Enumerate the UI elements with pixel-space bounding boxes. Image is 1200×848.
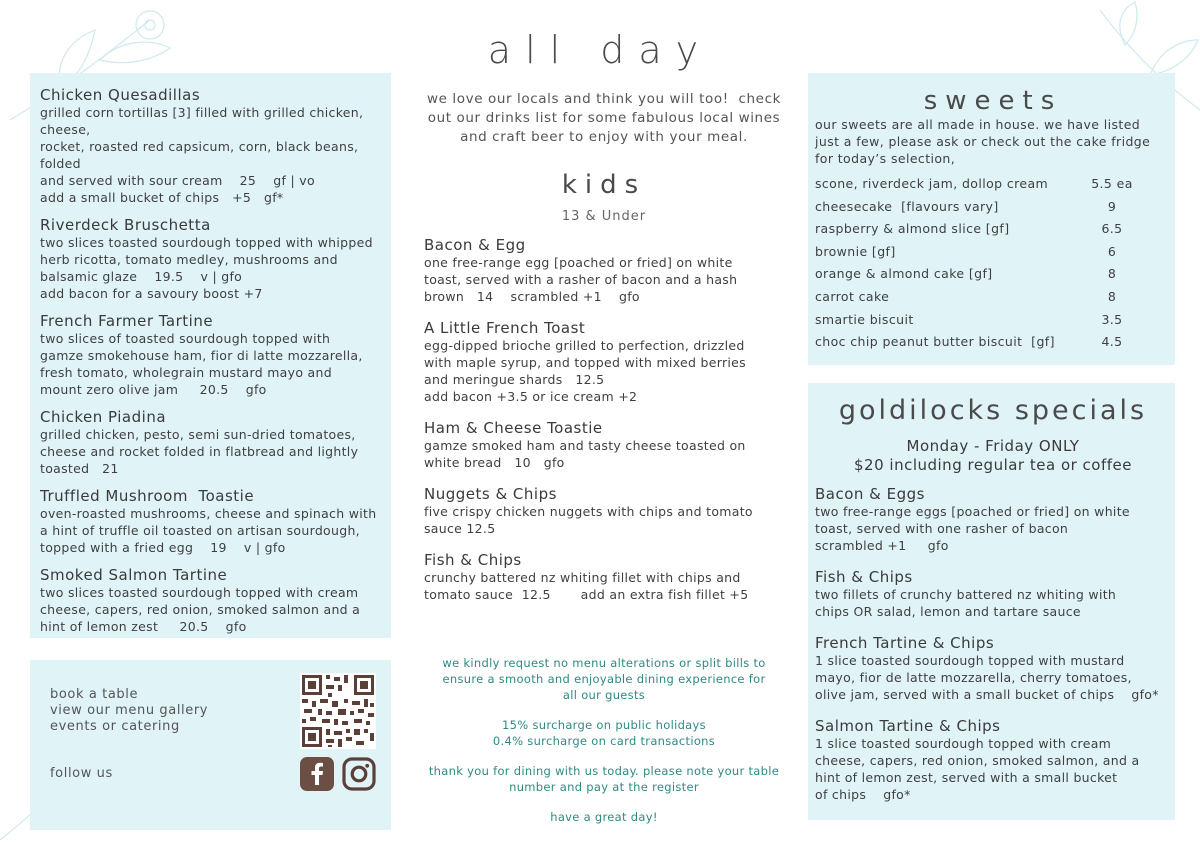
menu-item xyxy=(40,566,390,635)
kids-section-subtitle: 13 & Under xyxy=(561,209,647,224)
menu-item-name: Ham & Cheese Toastie xyxy=(424,419,603,437)
menu-item-name: Fish & Chips xyxy=(815,568,913,586)
intro-line: out our drinks list for some fabulous local wines xyxy=(427,110,781,126)
menu-item xyxy=(815,717,1160,803)
sweet-item xyxy=(815,198,1135,221)
menu-item-name: Chicken Quesadillas xyxy=(40,86,201,104)
intro-text xyxy=(418,90,790,147)
note-line: all our guests xyxy=(562,688,646,702)
sweet-price: 4.5 xyxy=(1101,334,1123,350)
sweet-price: 9 xyxy=(1107,198,1117,214)
intro-line: we love our locals and think you will too! check xyxy=(426,91,782,107)
menu-item-desc: two slices toasted sourdough topped with whipped xyxy=(40,235,373,250)
menu-item-name: Nuggets & Chips xyxy=(424,485,557,503)
follow-us-label: follow us xyxy=(50,766,113,781)
menu-item xyxy=(815,634,1160,703)
sweet-price: 5.5 ea xyxy=(1091,176,1133,191)
sweets-intro-line: our sweets are all made in house. we have listed xyxy=(815,117,1141,132)
menu-item-desc: oven-roasted mushrooms, cheese and spinach with xyxy=(40,506,377,521)
sweet-item xyxy=(815,265,1135,288)
menu-item-name: Fish & Chips xyxy=(424,551,522,569)
sweet-name: brownie [gf] xyxy=(815,243,896,259)
menu-item-desc: balsamic glaze 19.5 v | gfo xyxy=(40,269,243,284)
menu-item xyxy=(424,419,774,471)
menu-item-desc: hint of lemon zest, served with a small bucket xyxy=(815,770,1118,785)
menu-item-name: Smoked Salmon Tartine xyxy=(40,566,228,584)
menu-item-desc: olive jam, served with a small bucket of chips gfo* xyxy=(815,687,1159,702)
sweet-name: choc chip peanut butter biscuit [gf] xyxy=(815,334,1055,350)
menu-item-desc: mayo, fior de latte mozzarella, cherry tomatoes, xyxy=(815,670,1132,685)
sweets-title: sweets xyxy=(923,86,1063,116)
menu-item xyxy=(40,312,390,398)
menu-item xyxy=(424,485,774,537)
sweets-list xyxy=(815,175,1135,356)
menu-item-desc: chips OR salad, lemon and tartare sauce xyxy=(815,604,1081,619)
great-day-note xyxy=(418,809,790,825)
menu-item xyxy=(424,319,774,405)
menu-item xyxy=(815,568,1160,620)
menu-item-desc: scrambled +1 gfo xyxy=(815,538,949,553)
sweet-price: 6.5 xyxy=(1101,221,1123,237)
menu-item-desc: two slices of toasted sourdough topped with xyxy=(40,331,331,346)
sweet-price: 8 xyxy=(1107,266,1117,282)
kids-section-title: kids xyxy=(561,170,647,200)
sweet-price: 3.5 xyxy=(1101,311,1123,327)
menu-item xyxy=(40,216,390,302)
menu-item-name: French Tartine & Chips xyxy=(815,634,995,652)
sweet-price: 8 xyxy=(1107,288,1117,304)
goldilocks-title: goldilocks specials xyxy=(838,395,1148,426)
menu-item-desc: of chips gfo* xyxy=(815,787,911,802)
menu-item-desc: cheese, capers, red onion, smoked salmon and a xyxy=(40,602,361,617)
facebook-glyph xyxy=(300,757,334,791)
menu-item-name: Truffled Mushroom Toastie xyxy=(40,487,255,505)
menu-item-name: Chicken Piadina xyxy=(40,408,167,426)
menu-item-desc: rocket, roasted red capsicum, corn, black beans, folded xyxy=(40,139,359,171)
menu-item-desc: topped with a fried egg 19 v | gfo xyxy=(40,540,286,555)
menu-gallery-link[interactable]: view our menu gallery xyxy=(50,703,209,718)
note-line: ensure a smooth and enjoyable dining experience for xyxy=(442,672,766,686)
sweet-item xyxy=(815,220,1135,243)
menu-item-desc: brown 14 scrambled +1 gfo xyxy=(424,289,640,304)
sweets-intro-line: for today’s selection, xyxy=(815,151,956,166)
sweet-name: orange & almond cake [gf] xyxy=(815,266,993,282)
menu-item-desc: cheese, capers, red onion, smoked salmon, and a xyxy=(815,753,1140,768)
menu-item xyxy=(40,487,390,556)
facebook-icon[interactable] xyxy=(300,757,334,791)
policy-notes xyxy=(418,655,790,839)
no-alterations-note xyxy=(418,655,790,703)
menu-item-name: Bacon & Egg xyxy=(424,236,526,254)
kids-menu-list xyxy=(424,236,774,617)
menu-item-desc: two fillets of crunchy battered nz whiting with xyxy=(815,587,1117,602)
menu-item-desc: and served with sour cream 25 gf | vo xyxy=(40,173,315,188)
sweet-name: cheesecake [flavours vary] xyxy=(815,198,999,214)
menu-item-desc: a hint of truffle oil toasted on artisan sourdough, xyxy=(40,523,360,538)
menu-item-desc: toast, served with one rasher of bacon xyxy=(815,521,1069,536)
thank-you-note xyxy=(418,763,790,795)
book-table-link[interactable]: book a table xyxy=(50,687,139,702)
menu-item-desc: add a small bucket of chips +5 gf* xyxy=(40,190,284,205)
note-line: 15% surcharge on public holidays xyxy=(502,718,706,732)
menu-item-desc: add bacon for a savoury boost +7 xyxy=(40,286,263,301)
menu-item-desc: sauce 12.5 xyxy=(424,521,496,536)
sweet-name: carrot cake xyxy=(815,288,890,304)
note-line: we kindly request no menu alterations or split bills to xyxy=(442,656,766,670)
sweet-item xyxy=(815,288,1135,311)
menu-item-name: Riverdeck Bruschetta xyxy=(40,216,211,234)
menu-item xyxy=(424,236,774,305)
menu-item-desc: toast, served with a rasher of bacon and a hash xyxy=(424,272,738,287)
menu-item-desc: 1 slice toasted sourdough topped with cream xyxy=(815,736,1112,751)
goldilocks-list xyxy=(815,485,1160,817)
sweet-name: scone, riverdeck jam, dollop cream xyxy=(815,176,1049,191)
goldilocks-subtitle xyxy=(808,437,1178,475)
note-line: number and pay at the register xyxy=(509,780,699,794)
menu-item-desc: fresh tomato, wholegrain mustard mayo and xyxy=(40,365,332,380)
menu-item-desc: toasted 21 xyxy=(40,461,119,476)
menu-item-desc: crunchy battered nz whiting fillet with chips and xyxy=(424,570,741,585)
menu-item xyxy=(40,86,390,206)
sweets-intro-line: just a few, please ask or check out the cake fridge xyxy=(815,134,1151,149)
qr-code-icon[interactable] xyxy=(300,673,376,749)
main-menu-list xyxy=(40,86,390,645)
instagram-glyph xyxy=(342,757,376,791)
menu-item-name: Salmon Tartine & Chips xyxy=(815,717,1001,735)
menu-item-desc: cheese and rocket folded in flatbread and lightly xyxy=(40,444,359,459)
links-list xyxy=(50,687,208,735)
goldilocks-days: Monday - Friday ONLY xyxy=(906,437,1080,455)
note-line: have a great day! xyxy=(550,810,658,824)
sweet-item xyxy=(815,311,1135,334)
menu-item-desc: add bacon +3.5 or ice cream +2 xyxy=(424,389,638,404)
menu-item-desc: five crispy chicken nuggets with chips and tomato xyxy=(424,504,753,519)
menu-item-desc: grilled corn tortillas [3] filled with grilled chicken, cheese, xyxy=(40,105,364,137)
menu-item-desc: one free-range egg [poached or fried] on white xyxy=(424,255,733,270)
sweet-item xyxy=(815,175,1135,198)
sweet-price: 6 xyxy=(1107,243,1117,259)
menu-item-desc: two slices toasted sourdough topped with cream xyxy=(40,585,359,600)
menu-item-desc: egg-dipped brioche grilled to perfection, drizzled xyxy=(424,338,745,353)
menu-item-desc: grilled chicken, pesto, semi sun-dried tomatoes, xyxy=(40,427,356,442)
menu-item-name: French Farmer Tartine xyxy=(40,312,214,330)
menu-item xyxy=(424,551,774,603)
events-catering-link[interactable]: events or catering xyxy=(50,719,180,734)
sweet-item xyxy=(815,333,1135,356)
menu-item-desc: with maple syrup, and topped with mixed berries xyxy=(424,355,746,370)
menu-item-desc: mount zero olive jam 20.5 gfo xyxy=(40,382,267,397)
menu-item-desc: 1 slice toasted sourdough topped with mustard xyxy=(815,653,1125,668)
menu-item-desc: hint of lemon zest 20.5 gfo xyxy=(40,619,247,634)
goldilocks-price: $20 including regular tea or coffee xyxy=(854,456,1132,474)
menu-item-desc: white bread 10 gfo xyxy=(424,455,565,470)
sweet-item xyxy=(815,243,1135,266)
sweet-name: smartie biscuit xyxy=(815,311,914,327)
menu-item-desc: herb ricotta, tomato medley, mushrooms and xyxy=(40,252,338,267)
note-line: thank you for dining with us today. please note your table xyxy=(428,764,780,778)
menu-item-desc: two free-range eggs [poached or fried] on white xyxy=(815,504,1130,519)
menu-item-desc: gamze smoked ham and tasty cheese toasted on xyxy=(424,438,746,453)
menu-item-desc: and meringue shards 12.5 xyxy=(424,372,605,387)
sweet-name: raspberry & almond slice [gf] xyxy=(815,221,1010,237)
note-line: 0.4% surcharge on card transactions xyxy=(492,734,716,748)
menu-item-desc: gamze smokehouse ham, fior di latte mozzarella, xyxy=(40,348,363,363)
page-title: all day xyxy=(487,28,713,72)
menu-item-name: Bacon & Eggs xyxy=(815,485,925,503)
menu-item xyxy=(815,485,1160,554)
surcharge-note xyxy=(418,717,790,749)
instagram-icon[interactable] xyxy=(342,757,376,791)
sweets-intro xyxy=(815,116,1175,167)
intro-line: and craft beer to enjoy with your meal. xyxy=(460,129,748,145)
menu-item xyxy=(40,408,390,477)
menu-item-name: A Little French Toast xyxy=(424,319,586,337)
menu-item-desc: tomato sauce 12.5 add an extra fish fillet +5 xyxy=(424,587,749,602)
